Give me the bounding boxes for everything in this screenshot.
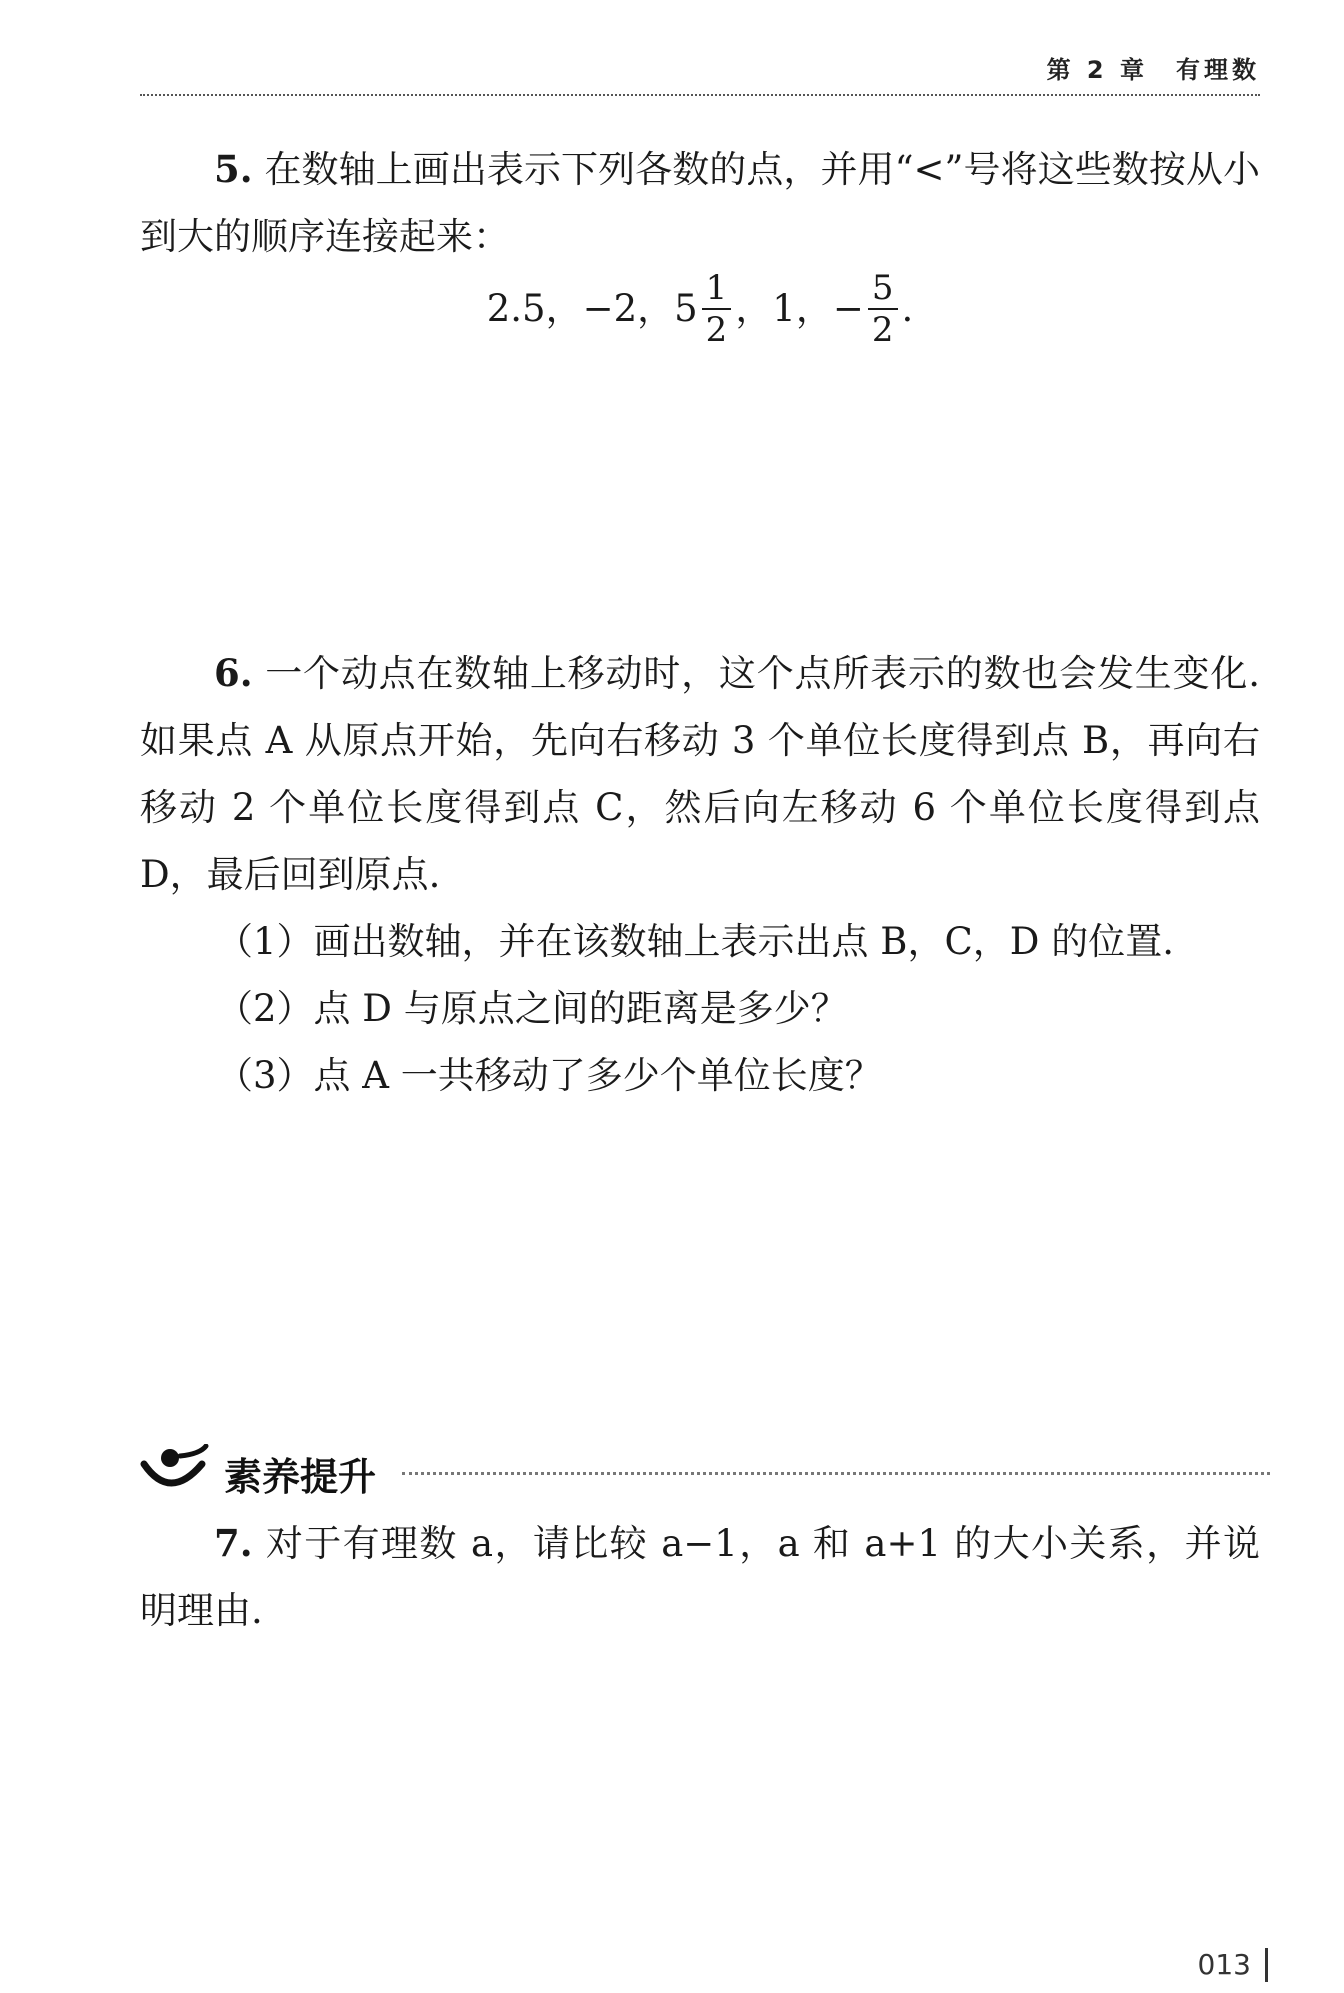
section-divider (402, 1472, 1270, 1475)
section-title: 素养提升 (224, 1455, 377, 1499)
fraction-denominator: 2 (871, 310, 894, 350)
formula-prefix: 2.5，−2，5 (486, 287, 698, 330)
page-header (140, 48, 1260, 96)
problem-7-text (140, 1510, 1260, 1644)
problem-6-text (140, 640, 1260, 908)
fraction-five-halves (868, 268, 898, 350)
formula-middle: ，1，− (735, 287, 864, 330)
problem-6-question-2: （2）点 D 与原点之间的距离是多少？ (216, 987, 848, 1030)
problem-7 (140, 1510, 1260, 1644)
fraction-denominator: 2 (705, 310, 728, 350)
chapter-title: 第 2 章 有理数 (1046, 56, 1260, 84)
problem-6-question-3: （3）点 A 一共移动了多少个单位长度？ (216, 1054, 882, 1097)
fraction-numerator: 5 (868, 268, 898, 310)
problem-5-formula (140, 268, 1260, 358)
problem-6-number: 6. (214, 651, 253, 695)
problem-6-body: 一个动点在数轴上移动时，这个点所表示的数也会发生变化. 如果点 A 从原点开始，先向右移动 3 个单位长度得到点 B，再向右移动 2 个单位长度得到点 C，然后向左移动 6 个单位长度得到点 D，最后回到原点. (140, 652, 1260, 896)
section-header (140, 1440, 1270, 1500)
problem-6-question-1: （1）画出数轴，并在该数轴上表示出点 B，C，D 的位置. (216, 920, 1174, 963)
sun-rise-icon (140, 1444, 210, 1496)
fraction-one-half (702, 268, 732, 350)
problem-6 (140, 640, 1260, 1109)
problem-7-number: 7. (214, 1521, 253, 1565)
fraction-numerator: 1 (702, 268, 732, 310)
problem-5-text (140, 136, 1260, 270)
page-number: 013 (1198, 1948, 1268, 1982)
problem-5 (140, 136, 1260, 270)
problem-7-body: 对于有理数 a，请比较 a−1，a 和 a+1 的大小关系，并说明理由. (140, 1522, 1260, 1632)
formula-end: . (901, 287, 914, 330)
problem-5-number: 5. (214, 147, 253, 191)
problem-5-body: 在数轴上画出表示下列各数的点，并用“<”号将这些数按从小到大的顺序连接起来： (140, 148, 1260, 258)
